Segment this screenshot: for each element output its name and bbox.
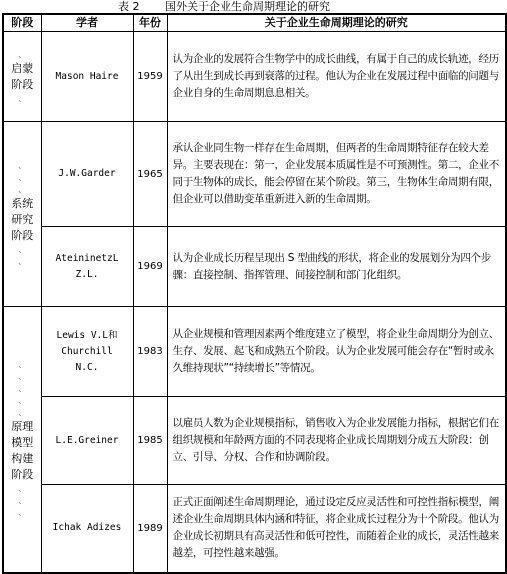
dot-marker-icon: 、 [18, 93, 27, 103]
dot-marker-icon: 、 [18, 257, 27, 266]
table-row [3, 227, 506, 307]
research-cell: 认为企业的发展符合生物学中的成长曲线，有属于自己的成长轨迹，经历了从出生到成长再到衰落的过程。他认为企业在发展过程中面临的问题与企业自身的生命周期息息相关。 [167, 32, 506, 122]
table-row [3, 485, 506, 573]
dot-marker-icon: 、 [18, 173, 27, 182]
dot-marker-icon: 、 [18, 372, 27, 382]
header-scholar: 学者 [41, 14, 133, 32]
dot-marker-icon: 、 [18, 484, 27, 494]
research-cell: 认为企业成长历程呈现出 S 型曲线的形状，将企业的发展划分为四个步骤：直接控制、指挥管理、间接控制和部门化组织。 [167, 227, 506, 307]
table-row [3, 397, 506, 485]
scholar-cell: L.E.Greiner [41, 397, 133, 485]
header-stage: 阶段 [3, 14, 41, 32]
research-cell: 承认企业同生物一样存在生命周期，但两者的生命周期特征存在较大差异。主要表现在：第一，企业发展本质属性是不可预测性。第二，企业不同于生物体的成长，能会停留在某个阶段。第三，生物体生命周期有限，但企业可以借助变革重新进入新的生命周期。 [167, 122, 506, 227]
year-cell: 1985 [133, 397, 167, 485]
year-cell: 1989 [133, 485, 167, 573]
research-table [2, 13, 507, 574]
dot-marker-icon: 、 [18, 496, 27, 506]
dot-marker-icon: 、 [18, 360, 27, 370]
research-cell: 正式正面阐述生命周期理论，通过设定反应灵活性和可控性指标模型，阐述企业生命周期具体内涵和特征，将企业成长过程分为十个阶段。他认为企业成长初期具有高灵活性和低可控性，而随着企业的成长，灵活性越来越差，可控性越来越强。 [167, 485, 506, 573]
research-cell: 以雇员人数为企业规模指标，销售收入为企业发展能力指标，根据它们在组织规模和年龄两方面的不同表现将企业成长周期划分成五大阶段：创立、引导、分权、合作和协调阶段。 [167, 397, 506, 485]
scholar-cell: J.W.Garder [41, 122, 133, 227]
table-row [3, 32, 506, 122]
scholar-cell [41, 227, 133, 307]
stage-label: 原理模型构建阶段 [11, 420, 34, 482]
scholar-cell: Ichak Adizes [41, 485, 133, 573]
research-cell: 从企业规模和管理因素两个维度建立了模型，将企业生命周期分为创立、生存、发展、起飞和成熟五个阶段。认为企业发展可能会存在“暂时或永久维持现状”“持续增长”等情况。 [167, 307, 506, 397]
dot-marker-icon: 、 [18, 161, 27, 170]
year-cell: 1965 [133, 122, 167, 227]
dot-marker-icon: 、 [18, 245, 27, 254]
year-cell: 1983 [133, 307, 167, 397]
stage-cell-systematic [3, 122, 41, 307]
dot-marker-icon: 、 [18, 408, 27, 418]
header-year: 年份 [133, 14, 167, 32]
scholar-cell: Mason Haire [41, 32, 133, 122]
scholar-name: AteininetzLZ.L. [55, 252, 119, 280]
table-number: 表 2 [118, 0, 140, 13]
year-cell: 1959 [133, 32, 167, 122]
stage-cell-theory [3, 307, 41, 573]
year-cell: 1969 [133, 227, 167, 307]
stage-label: 系统研究阶段 [11, 197, 34, 242]
dot-marker-icon: 、 [18, 185, 27, 194]
dot-marker-icon: 、 [18, 508, 27, 518]
table-title: 国外关于企业生命周期理论的研究 [165, 0, 330, 13]
dot-marker-icon: 、 [18, 49, 27, 59]
dot-marker-icon: 、 [18, 384, 27, 394]
stage-cell-enlightenment [3, 32, 41, 122]
scholar-name: Lewis V.L和 Churchill N.C. [56, 329, 118, 373]
table-caption [0, 0, 507, 14]
stage-label: 启蒙阶段 [11, 61, 34, 91]
table-row [3, 122, 506, 227]
header-row [3, 14, 506, 32]
header-research: 关于企业生命周期理论的研究 [167, 14, 506, 32]
table-row [3, 307, 506, 397]
dot-marker-icon: 、 [18, 396, 27, 406]
scholar-cell [41, 307, 133, 397]
